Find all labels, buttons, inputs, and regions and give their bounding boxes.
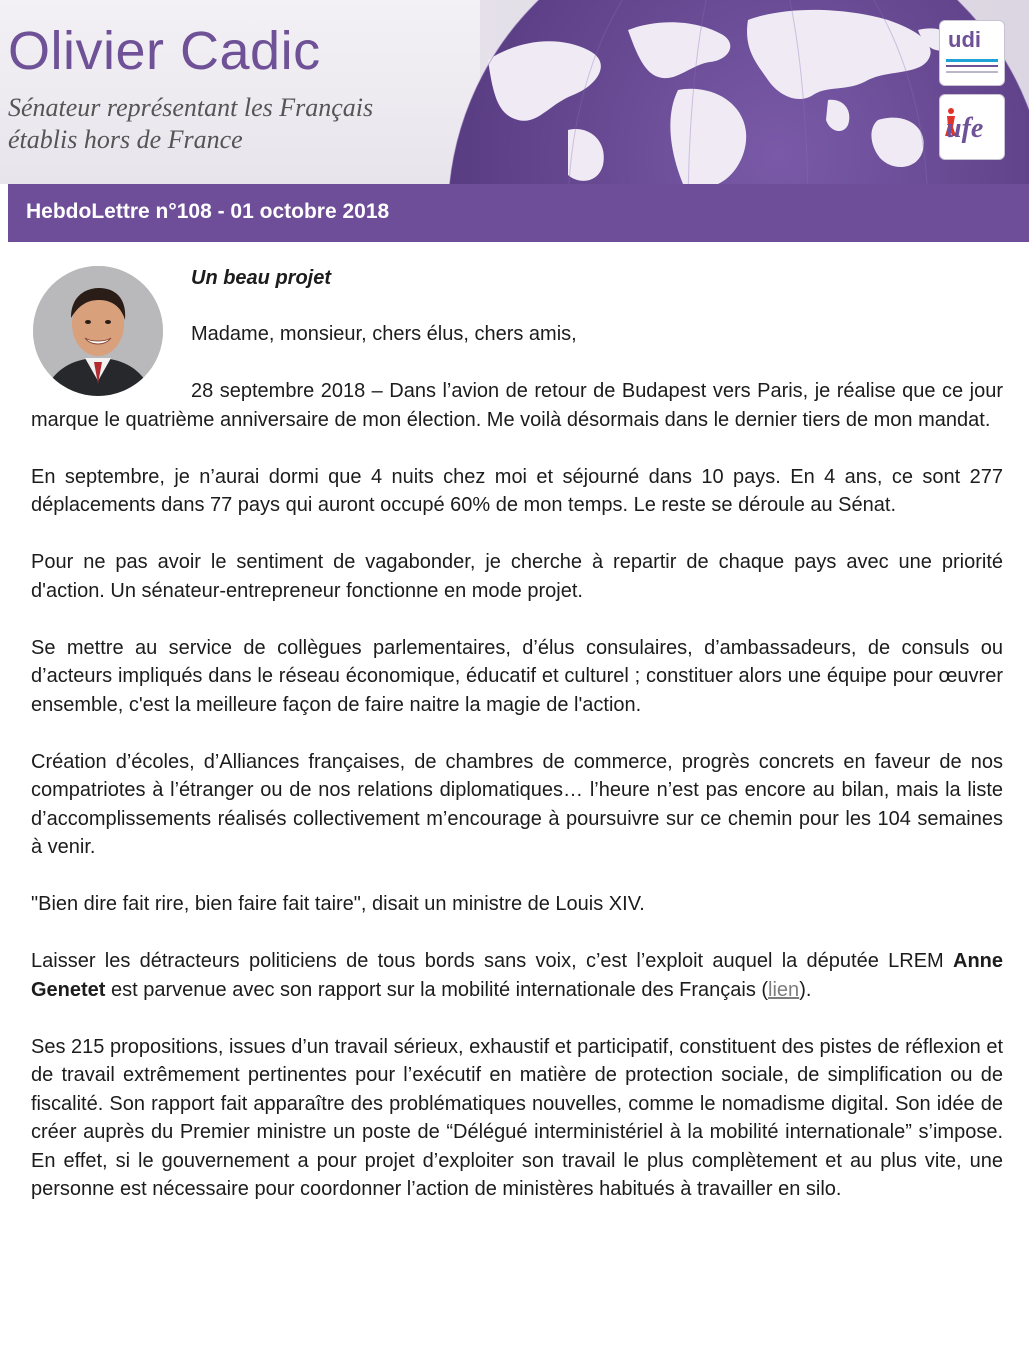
- greeting: Madame, monsieur, chers élus, chers amis,: [191, 323, 577, 345]
- paragraph-5: Création d’écoles, d’Alliances françaises, de chambres de commerce, progrès concrets en faveur de nos compatriotes à l’étranger ou de nos relations diplomatiques… l’heure n’est pas encore au bilan, mais la liste d’accomplissements réalisés collectivement m’encourage à poursuivre sur ce chemin pour les 104 semaines à venir.: [31, 750, 1003, 858]
- udi-logo-stripe-2: [946, 65, 998, 67]
- subtitle-line-2: établis hors de France: [8, 125, 243, 154]
- subtitle-line-1: Sénateur représentant les Français: [8, 93, 374, 122]
- author-name: Olivier Cadic: [8, 21, 321, 81]
- report-link[interactable]: lien: [768, 978, 800, 1001]
- udi-logo-text: udi: [948, 27, 981, 52]
- paragraph-7-part-c: ).: [799, 978, 812, 1001]
- paragraph-3: Pour ne pas avoir le sentiment de vagabonder, je cherche à repartir de chaque pays avec une priorité d'action. Un sénateur-entrepreneur fonctionne en mode projet.: [31, 551, 1003, 602]
- paragraph-7-part-a: Laisser les détracteurs politiciens de tous bords sans voix, c’est l’exploit auquel la députée LREM: [31, 950, 953, 972]
- ufe-logo[interactable]: [939, 94, 1005, 160]
- newsletter-issue-title: HebdoLettre n°108 - 01 octobre 2018: [26, 200, 390, 223]
- paragraph-6: "Bien dire fait rire, bien faire fait taire", disait un ministre de Louis XIV.: [31, 893, 645, 915]
- udi-logo-stripe: [946, 59, 998, 62]
- article-title: Un beau projet: [191, 267, 332, 289]
- paragraph-8: Ses 215 propositions, issues d’un travail sérieux, exhaustif et participatif, constituent des pistes de réflexion et de travail extrêmement pertinentes pour l’exécutif en matière de protection sociale, de simplification ou de fiscalité. Son rapport fait apparaître des problématiques nouvelles, comme le nomadisme digital. Son idée de créer auprès du Premier ministre un poste de “Délégué interministériel à la mobilité internationale” s’impose. En effet, si le gouvernement a pour projet d’exploiter son travail le plus complètement et au plus vite, une personne est nécessaire pour coordonner l’action de ministères habitués à travailler en silo.: [31, 1035, 1003, 1200]
- paragraph-7: [31, 947, 1003, 1004]
- paragraph-4: Se mettre au service de collègues parlementaires, d’élus consulaires, d’ambassadeurs, de consuls ou d’acteurs impliqués dans le réseau économique, éducatif et culturel ; constituer alors une équipe pour œuvrer ensemble, c'est la meilleure façon de faire naitre la magie de l'action.: [31, 636, 1003, 716]
- paragraph-2: En septembre, je n’aurai dormi que 4 nuits chez moi et séjourné dans 10 pays. En 4 ans, ce sont 277 déplacements dans 77 pays qui auront occupé 60% de mon temps. Le reste se déroule au Sénat.: [31, 465, 1003, 516]
- deputy-name: Anne Genetet: [31, 950, 1003, 1001]
- udi-logo[interactable]: [939, 20, 1005, 86]
- author-subtitle: [8, 92, 468, 156]
- author-portrait-icon: [33, 266, 163, 396]
- article-body: [31, 264, 1003, 1232]
- author-photo: [33, 266, 163, 396]
- newsletter-header: [0, 0, 1029, 184]
- udi-logo-tagline-bar: [946, 71, 998, 73]
- paragraph-1: 28 septembre 2018 – Dans l’avion de retour de Budapest vers Paris, je réalise que ce jour marque le quatrième anniversaire de mon élection. Me voilà désormais dans le dernier tiers de mon mandat.: [31, 380, 1003, 431]
- paragraph-7-part-b: est parvenue avec son rapport sur la mobilité internationale des Français (: [105, 978, 769, 1001]
- ufe-logo-text: ufe: [946, 113, 984, 144]
- newsletter-title-bar: [8, 184, 1029, 242]
